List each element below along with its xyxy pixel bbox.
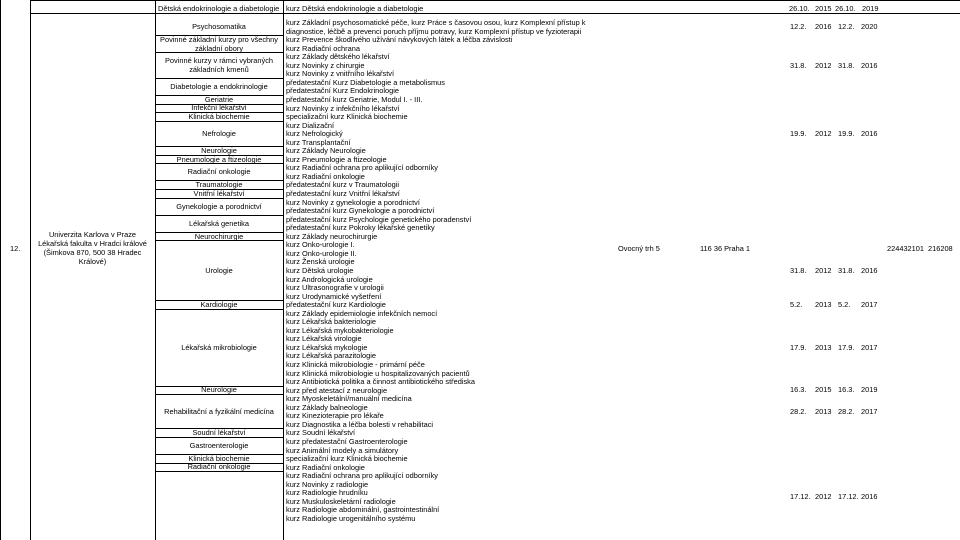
course-name: předatestační Kurz Diabetologie a metabolismus: [286, 77, 445, 87]
course-name: kurz Animální modely a simulátory: [286, 445, 399, 455]
header-year-from: 2015: [815, 4, 832, 13]
field-name: [155, 471, 283, 522]
field-name: Soudní lékařství: [192, 428, 246, 438]
year-from: 2016: [815, 22, 832, 32]
course-name: kurz Lékařská virologie: [286, 334, 362, 344]
date-to: 28.2.: [838, 406, 855, 416]
course-name: kurz Lékařská bakteriologie: [286, 317, 376, 327]
course-name: specializační kurz Klinická biochemie: [286, 112, 408, 122]
address: Ovocný trh 5: [618, 244, 660, 253]
field-name: Rehabilitační a fyzikální medicína: [164, 406, 274, 416]
date-from: 17.12.: [790, 492, 811, 502]
course-name: kurz Radiační onkologie: [286, 171, 365, 181]
date-to: 17.12.: [838, 492, 859, 502]
course-name: kurz Novinky z chirurgie: [286, 60, 365, 70]
date-to: 17.9.: [838, 342, 855, 352]
field-name: Neurochirurgie: [194, 231, 244, 241]
course-name: kurz Radiologie abdominální, gastrointestinální: [286, 505, 440, 515]
course-name: kurz Novinky z vnitřního lékařství: [286, 69, 395, 79]
year-to: 2020: [861, 22, 878, 32]
course-name: kurz Základní psychosomatické péče, kurz Práce s časovou osou, kurz Komplexní přístup k: [286, 18, 586, 27]
field-name: Radiační onkologie: [187, 167, 251, 177]
date-from: 31.8.: [790, 265, 807, 275]
date-to: 31.8.: [838, 60, 855, 70]
course-name: předatestační kurz Psychologie genetického poradenství: [286, 214, 472, 224]
header-course: kurz Dětská endokrinologie a diabetologie: [286, 4, 424, 13]
year-to: 2016: [861, 128, 878, 138]
field-name: Pneumologie a ftizeologie: [176, 154, 262, 164]
field-name: Vnitřní lékařství: [193, 188, 245, 198]
year-from: 2013: [815, 342, 832, 352]
course-name: kurz Radiační ochrana pro aplikující odborníky: [286, 163, 438, 173]
course-name: kurz Kinezioterapie pro lékaře: [286, 411, 384, 421]
year-from: 2012: [815, 492, 832, 502]
course-name: předatestační kurz Vnitřní lékařství: [286, 189, 400, 198]
course-name: kurz Základy neurochirurgie: [286, 231, 378, 241]
course-name: kurz Muskuloskeletární radiologie: [286, 496, 396, 506]
course-name: předatestační Kurz Endokrinologie: [286, 86, 399, 96]
year-to: 2019: [861, 385, 878, 395]
field-name: Infekční lékařství: [191, 103, 247, 113]
field-name: Lékařská genetika: [189, 218, 249, 228]
course-name: kurz před atestací z neurologie: [286, 385, 388, 395]
course-name: kurz Radiologie urogenitálního systému: [286, 513, 416, 523]
header-year-to: 2019: [862, 4, 879, 13]
field-name: Nefrologie: [202, 128, 236, 138]
course-name: kurz Dializační: [286, 120, 335, 130]
course-name: předatestační kurz Pokroky lékařské genetiky: [286, 223, 435, 233]
course-name: předatestační kurz v Traumatologii: [286, 180, 399, 190]
year-to: 2017: [861, 406, 878, 416]
field-name: Klinická biochemie: [188, 453, 250, 463]
column-divider: [155, 0, 156, 540]
institution: Univerzita Karlova v Praze Lékařská fakulta v Hradci králové (Šimkova 870, 500 38 Hradec Králové): [38, 230, 147, 266]
course-name: kurz Urodynamické vyšetření: [286, 291, 382, 301]
year-from: 2013: [815, 406, 832, 416]
field-name: Neurologie: [201, 146, 237, 156]
date-from: 17.9.: [790, 342, 807, 352]
year-from: 2013: [815, 299, 832, 309]
course-name: kurz Základy balneologie: [286, 402, 368, 412]
course-name: kurz Onko-urologie I.: [286, 240, 355, 250]
year-from: 2012: [815, 265, 832, 275]
field-name: Traumatologie: [195, 180, 243, 190]
course-name: kurz Ultrasonografie v urologii: [286, 283, 384, 293]
year-to: 2017: [861, 299, 878, 309]
field-name: Psychosomatika: [192, 22, 246, 32]
column-divider: [30, 0, 31, 540]
course-name: kurz Prevence škodlivého užívání návykových látek a léčba závislosti: [286, 35, 513, 45]
course-name: kurz Pneumologie a ftizeologie: [286, 154, 387, 164]
course-name: kurz Klinická mikrobiologie - primární péče: [286, 360, 425, 369]
course-name: kurz Novinky z infekčního lékařství: [286, 103, 400, 113]
course-name: kurz Onko-urologie II.: [286, 248, 357, 258]
field-name: Povinné základní kurzy pro všechny základní obory: [160, 34, 278, 53]
header-divider: [30, 13, 960, 14]
course-name: kurz Lékařská mykobakteriologie: [286, 325, 394, 335]
course-name: kurz Soudní lékařství: [286, 428, 356, 438]
year-from: 2015: [815, 385, 832, 395]
year-to: 2017: [861, 342, 878, 352]
field-name: Urologie: [205, 265, 233, 275]
course-name: kurz Novinky z gynekologie a porodnictví: [286, 197, 420, 207]
course-name: kurz Nefrologický: [286, 129, 343, 139]
ico: 224432101: [887, 244, 924, 253]
top-border: [30, 0, 960, 1]
course-name: kurz Transplantační: [286, 137, 351, 147]
field-name: Diabetologie a endokrinologie: [170, 81, 268, 91]
field-name: Gastroenterologie: [189, 440, 249, 450]
year-to: 2016: [861, 60, 878, 70]
zip-city: 116 36 Praha 1: [700, 244, 750, 253]
course-name: specializační kurz Klinická biochemie: [286, 454, 408, 464]
course-name: kurz Dětská urologie: [286, 265, 354, 275]
course-name: kurz Antibiotická politika a činnost antibiotického střediska: [286, 377, 475, 387]
date-from: 12.2.: [790, 22, 807, 32]
course-name: kurz Diagnostika a léčba bolesti v rehabilitaci: [286, 419, 434, 429]
field-name: Klinická biochemie: [188, 111, 250, 121]
field-name: Kardiologie: [200, 299, 238, 309]
course-name: kurz Radiační ochrana: [286, 43, 360, 53]
date-from: 16.3.: [790, 385, 807, 395]
date-to: 16.3.: [838, 385, 855, 395]
date-to: 19.9.: [838, 128, 855, 138]
year-to: 2016: [861, 265, 878, 275]
course-name: předatestační kurz Gynekologie a porodnictví: [286, 206, 435, 216]
date-from: 31.8.: [790, 60, 807, 70]
date-to: 5.2.: [838, 299, 851, 309]
course-name: předatestační kurz Geriatrie, Modul I. - III.: [286, 94, 423, 104]
field-name: Geriatrie: [204, 94, 234, 104]
course-name: kurz Andrologická urologie: [286, 274, 373, 284]
date-from: 5.2.: [790, 299, 803, 309]
course-name: kurz Novinky z radiologie: [286, 479, 369, 489]
header-field: Dětská endokrinologie a diabetologie: [158, 4, 280, 13]
year-from: 2012: [815, 60, 832, 70]
course-name: kurz Lékařská parazitologie: [286, 351, 376, 361]
field-name: Lékařská mikrobiologie: [181, 342, 257, 352]
course-name: kurz předatestační Gastroenterologie: [286, 436, 408, 446]
course-name: kurz Radiační onkologie: [286, 462, 365, 472]
course-name: diagnostice, léčbě a prevenci poruch příjmu potravy, kurz Komplexní přístup ve fyzioterapii: [286, 26, 582, 36]
header-date-to: 26.10.: [835, 4, 856, 13]
field-name: Povinné kurzy v rámci vybraných základních kmenů: [164, 56, 274, 74]
column-divider: [283, 0, 284, 540]
course-name: předatestační kurz Kardiologie: [286, 300, 386, 310]
code: 216208: [928, 244, 953, 253]
course-name: kurz Radiologie hrudníku: [286, 488, 368, 498]
course-name: kurz Základy epidemiologie infekčních nemocí: [286, 308, 438, 318]
year-from: 2012: [815, 128, 832, 138]
row-number: 12.: [10, 244, 21, 253]
date-from: 28.2.: [790, 406, 807, 416]
course-name: kurz Radiační ochrana pro aplikující odborníky: [286, 471, 438, 481]
course-name: kurz Základy Neurologie: [286, 146, 366, 156]
date-to: 12.2.: [838, 22, 855, 32]
field-name: Gynekologie a porodnictví: [176, 201, 262, 211]
course-name: kurz Lékařská mykologie: [286, 342, 368, 352]
course-name: kurz Ženská urologie: [286, 257, 355, 267]
date-from: 19.9.: [790, 128, 807, 138]
course-name: kurz Základy dětského lékařství: [286, 52, 390, 62]
field-name: Neurologie: [201, 385, 237, 395]
left-border: [0, 0, 1, 540]
field-name: Radiační onkologie: [187, 462, 251, 472]
course-name: kurz Klinická mikrobiologie u hospitalizovaných pacientů: [286, 368, 470, 378]
course-name: kurz Myoskeletální/manuální medicína: [286, 394, 412, 404]
header-date-from: 26.10.: [789, 4, 810, 13]
date-to: 31.8.: [838, 265, 855, 275]
year-to: 2016: [861, 492, 878, 502]
